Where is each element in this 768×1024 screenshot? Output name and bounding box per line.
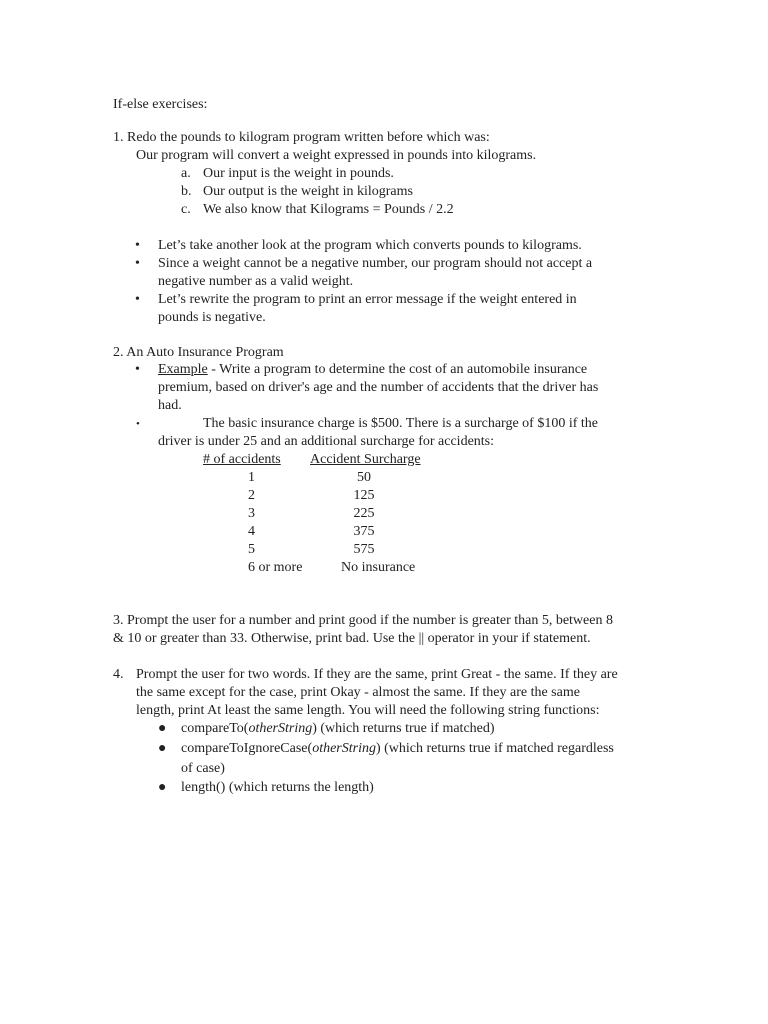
bullet-text: Let’s take another look at the program which converts pounds to kilograms. bbox=[158, 238, 582, 253]
list-item-b: Our output is the weight in kilograms bbox=[203, 184, 413, 199]
function-desc-cont: of case) bbox=[181, 761, 225, 776]
list-item-c: We also know that Kilograms = Pounds / 2.2 bbox=[203, 202, 454, 217]
table-cell-surcharge: 50 bbox=[357, 470, 371, 485]
bullet-text-cont: pounds is negative. bbox=[158, 310, 266, 325]
table-cell-accidents: 3 bbox=[248, 506, 255, 521]
example-label: Example bbox=[158, 362, 208, 377]
function-desc: ) (which returns true if matched regardless bbox=[375, 741, 614, 756]
function-arg: otherString bbox=[248, 721, 313, 736]
function-length: length() (which returns the length) bbox=[181, 780, 374, 795]
list-item-a: Our input is the weight in pounds. bbox=[203, 166, 394, 181]
charge-line-1: The basic insurance charge is $500. There is a surcharge of $100 if the bbox=[203, 416, 598, 431]
exercise-1-title: 1. Redo the pounds to kilogram program written before which was: bbox=[113, 130, 490, 145]
bullet-icon: • bbox=[135, 362, 140, 377]
function-name: compareTo( bbox=[181, 721, 249, 736]
table-cell-accidents: 2 bbox=[248, 488, 255, 503]
bullet-icon: • bbox=[135, 238, 140, 253]
function-compareTo bbox=[181, 720, 495, 738]
bullet-icon: ● bbox=[158, 721, 167, 736]
table-cell-accidents: 1 bbox=[248, 470, 255, 485]
example-line bbox=[158, 361, 587, 379]
exercise-1-intro: Our program will convert a weight expressed in pounds into kilograms. bbox=[136, 148, 537, 163]
exercise-3-line-1: 3. Prompt the user for a number and print good if the number is greater than 5, between 8 bbox=[113, 613, 613, 628]
function-compareToIgnoreCase bbox=[181, 740, 614, 758]
page-heading: If-else exercises: bbox=[113, 97, 208, 112]
list-marker-a: a. bbox=[181, 166, 191, 181]
table-cell-accidents: 5 bbox=[248, 542, 255, 557]
bullet-text: Since a weight cannot be a negative number, our program should not accept a bbox=[158, 256, 593, 271]
table-cell-accidents: 4 bbox=[248, 524, 255, 539]
exercise-4-line-3: length, print At least the same length. You will need the following string functions: bbox=[136, 703, 600, 718]
function-arg: otherString bbox=[312, 741, 376, 756]
function-desc: ) (which returns true if matched) bbox=[312, 721, 495, 736]
table-cell-surcharge: 575 bbox=[353, 542, 375, 557]
exercise-4-line-1: Prompt the user for two words. If they are the same, print Great - the same. If they are bbox=[136, 667, 618, 682]
table-cell-surcharge: 375 bbox=[353, 524, 375, 539]
exercise-3-line-2: & 10 or greater than 33. Otherwise, print bad. Use the || operator in your if statement. bbox=[113, 631, 591, 646]
table-cell-surcharge: 125 bbox=[353, 488, 375, 503]
example-line-2: premium, based on driver's age and the number of accidents that the driver has bbox=[158, 380, 599, 395]
bullet-text-cont: negative number as a valid weight. bbox=[158, 274, 354, 289]
bullet-icon: ● bbox=[158, 741, 167, 756]
bullet-icon: • bbox=[135, 256, 140, 271]
exercise-4-number: 4. bbox=[113, 667, 124, 682]
bullet-icon: • bbox=[135, 292, 140, 307]
list-marker-c: c. bbox=[181, 202, 191, 217]
example-line-3: had. bbox=[158, 398, 182, 413]
table-cell-surcharge: No insurance bbox=[341, 560, 416, 575]
table-header-surcharge: Accident Surcharge bbox=[310, 452, 421, 467]
exercise-4-line-2: the same except for the case, print Okay - almost the same. If they are the same bbox=[136, 685, 580, 700]
table-header-accidents: # of accidents bbox=[203, 452, 281, 467]
list-marker-b: b. bbox=[181, 184, 192, 199]
bullet-icon: ● bbox=[158, 780, 167, 795]
charge-line-2: driver is under 25 and an additional surcharge for accidents: bbox=[158, 434, 495, 449]
bullet-icon: • bbox=[136, 418, 140, 430]
example-text: - Write a program to determine the cost of an automobile insurance bbox=[207, 362, 588, 377]
bullet-text: Let’s rewrite the program to print an error message if the weight entered in bbox=[158, 292, 577, 307]
function-name: compareToIgnoreCase( bbox=[181, 741, 313, 756]
table-cell-surcharge: 225 bbox=[353, 506, 375, 521]
exercise-2-title: 2. An Auto Insurance Program bbox=[113, 345, 284, 360]
table-cell-accidents: 6 or more bbox=[248, 560, 303, 575]
